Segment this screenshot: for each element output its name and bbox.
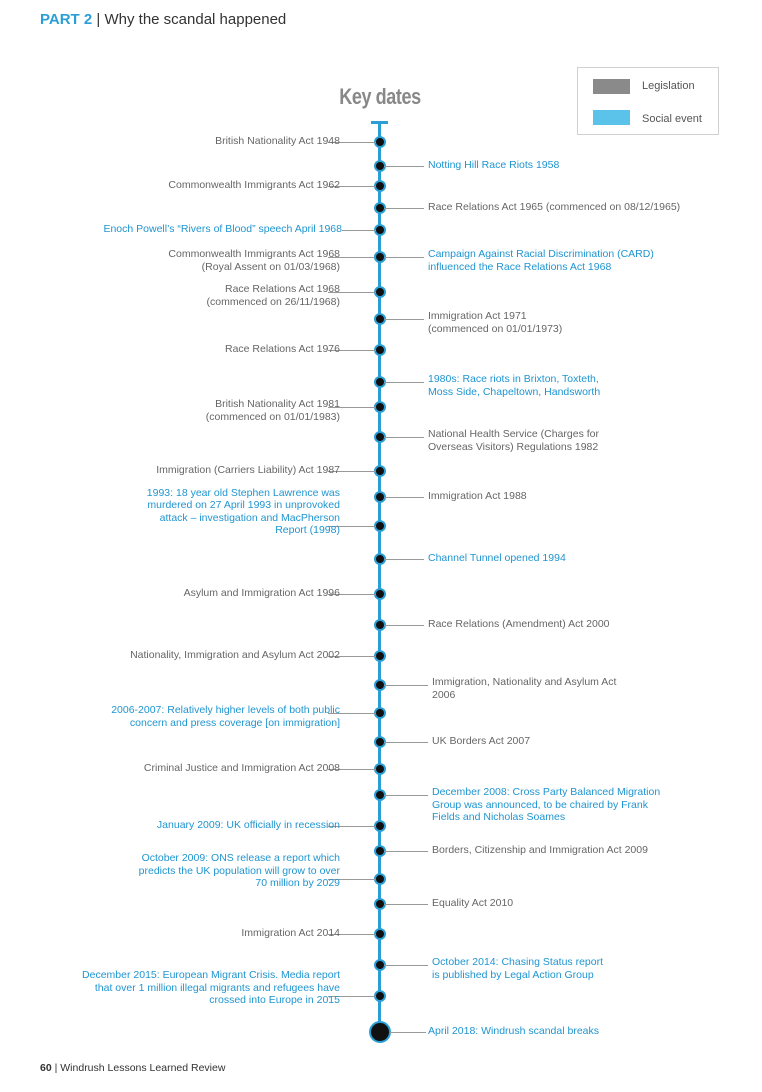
- event-text-line: Race Relations Act 1976: [225, 343, 340, 355]
- timeline-event: [428, 428, 599, 453]
- timeline-event: [428, 159, 559, 172]
- timeline-event: [428, 373, 600, 398]
- event-connector: [384, 742, 428, 743]
- timeline-event: [215, 135, 340, 148]
- page-number: 60: [40, 1062, 52, 1074]
- timeline-event: [428, 1025, 599, 1038]
- timeline-event: [103, 223, 342, 236]
- timeline-event: [168, 179, 340, 192]
- legend-swatch-legislation: [593, 79, 630, 94]
- timeline-event: [428, 201, 680, 214]
- page-footer: [40, 1062, 225, 1074]
- event-connector: [384, 437, 424, 438]
- event-text-line: Immigration Act 1971: [428, 310, 527, 322]
- event-connector: [384, 166, 424, 167]
- event-text-line: 1980s: Race riots in Brixton, Toxteth,: [428, 373, 599, 385]
- event-text-line: influenced the Race Relations Act 1968: [428, 260, 612, 273]
- event-connector: [384, 795, 428, 796]
- timeline-event: [156, 464, 340, 477]
- event-connector: [384, 257, 424, 258]
- event-text-line: that over 1 million illegal migrants and refugees have: [94, 981, 340, 994]
- event-text-line: Channel Tunnel opened 1994: [428, 552, 566, 564]
- timeline-event: [82, 969, 340, 1007]
- event-text-line: Race Relations Act 1965 (commenced on 08/12/1965): [428, 201, 681, 213]
- timeline-event: [168, 248, 340, 273]
- timeline-event: [147, 487, 340, 537]
- timeline-event: [130, 649, 340, 662]
- event-connector: [384, 382, 424, 383]
- event-text-line: Criminal Justice and Immigration Act 2008: [143, 762, 340, 774]
- event-text-line: Race Relations (Amendment) Act 2000: [428, 618, 610, 630]
- timeline-event: [139, 852, 340, 890]
- event-text-line: murdered on 27 April 1993 in unprovoked: [147, 499, 340, 511]
- legend-swatch-social-event: [593, 110, 630, 125]
- legend: [577, 67, 719, 135]
- event-connector: [384, 208, 424, 209]
- part-label: PART 2: [40, 11, 93, 28]
- event-connector: [384, 965, 428, 966]
- timeline-event: [432, 676, 616, 701]
- event-text-line: Group was announced, to be chaired by Frank: [432, 798, 648, 811]
- event-text-line: Enoch Powell’s “Rivers of Blood” speech April 1968: [103, 223, 342, 235]
- event-text-line: British Nationality Act 1981: [215, 398, 340, 410]
- event-text-line: 1993: 18 year old Stephen Lawrence was: [146, 486, 340, 499]
- event-text-line: Asylum and Immigration Act 1996: [183, 587, 340, 599]
- timeline-node: [369, 1021, 391, 1043]
- page-title: Key dates: [339, 84, 421, 109]
- event-text-line: concern and press coverage [on immigration]: [129, 716, 340, 729]
- event-text-line: 70 million by 2029: [255, 877, 340, 889]
- event-connector: [384, 559, 424, 560]
- event-text-line: Notting Hill Race Riots 1958: [428, 159, 560, 171]
- event-text-line: is published by Legal Action Group: [432, 968, 594, 981]
- event-text-line: Fields and Nicholas Soames: [432, 811, 566, 823]
- timeline-event: [207, 283, 340, 308]
- timeline-event: [111, 704, 340, 729]
- event-text-line: Report (1998): [275, 524, 340, 536]
- event-text-line: (commenced on 01/01/1973): [428, 322, 563, 335]
- event-text-line: National Health Service (Charges for: [428, 428, 599, 440]
- event-text-line: attack – investigation and MacPherson: [159, 511, 340, 524]
- page-header: [40, 11, 286, 28]
- timeline-event: [432, 844, 648, 857]
- event-text-line: Nationality, Immigration and Asylum Act 2002: [130, 649, 340, 661]
- timeline-event: [432, 897, 513, 910]
- timeline-event: [225, 343, 340, 356]
- timeline-event: [184, 587, 340, 600]
- event-text-line: January 2009: UK officially in recession: [156, 819, 340, 831]
- timeline-event: [428, 618, 610, 631]
- event-connector: [384, 497, 424, 498]
- event-text-line: predicts the UK population will grow to over: [138, 864, 340, 877]
- event-text-line: crossed into Europe in 2015: [209, 994, 340, 1006]
- event-text-line: UK Borders Act 2007: [432, 735, 531, 747]
- timeline-cap: [371, 121, 388, 124]
- event-text-line: (commenced on 26/11/1968): [206, 295, 340, 308]
- event-connector: [390, 1032, 426, 1033]
- event-text-line: Immigration Act 2014: [241, 927, 340, 939]
- timeline-event: [428, 310, 562, 335]
- event-connector: [384, 904, 428, 905]
- event-text-line: October 2009: ONS release a report which: [141, 852, 340, 864]
- event-text-line: Overseas Visitors) Regulations 1982: [428, 440, 599, 453]
- event-text-line: (commenced on 01/01/1983): [205, 410, 340, 423]
- event-text-line: Race Relations Act 1968: [225, 283, 340, 295]
- timeline-event: [432, 956, 603, 981]
- timeline-event: [428, 552, 566, 565]
- event-connector: [342, 230, 376, 231]
- event-text-line: Borders, Citizenship and Immigration Act 2009: [432, 844, 648, 856]
- event-text-line: 2006-2007: Relatively higher levels of both public: [111, 704, 340, 716]
- timeline-event: [206, 398, 340, 423]
- event-text-line: British Nationality Act 1948: [215, 135, 340, 147]
- footer-separator: |: [54, 1062, 58, 1074]
- event-connector: [384, 685, 428, 686]
- event-text-line: December 2008: Cross Party Balanced Migration: [432, 786, 661, 798]
- header-separator: |: [96, 11, 101, 28]
- event-text-line: Commonwealth Immigrants Act 1962: [168, 179, 340, 191]
- event-text-line: April 2018: Windrush scandal breaks: [428, 1025, 600, 1037]
- event-text-line: Immigration (Carriers Liability) Act 1987: [156, 464, 340, 476]
- legend-label-social-event: Social event: [642, 113, 702, 125]
- timeline-event: [157, 819, 340, 832]
- event-connector: [384, 319, 424, 320]
- event-text-line: December 2015: European Migrant Crisis. Media report: [82, 969, 340, 981]
- event-text-line: Equality Act 2010: [432, 897, 514, 909]
- timeline-event: [144, 762, 340, 775]
- event-text-line: 2006: [432, 688, 456, 701]
- timeline-event: [241, 927, 340, 940]
- timeline-event: [428, 248, 654, 273]
- timeline-event: [432, 735, 530, 748]
- event-text-line: Commonwealth Immigrants Act 1968: [168, 248, 340, 260]
- event-text-line: Immigration, Nationality and Asylum Act: [432, 676, 617, 688]
- event-text-line: Immigration Act 1988: [428, 490, 527, 502]
- event-text-line: Moss Side, Chapeltown, Handsworth: [428, 385, 601, 398]
- timeline-event: [432, 786, 660, 824]
- event-text-line: October 2014: Chasing Status report: [432, 956, 604, 968]
- event-connector: [384, 851, 428, 852]
- timeline-event: [428, 490, 527, 503]
- footer-text: Windrush Lessons Learned Review: [60, 1062, 226, 1074]
- section-title: Why the scandal happened: [104, 11, 287, 28]
- event-text-line: Campaign Against Racial Discrimination (CARD): [428, 248, 654, 260]
- event-text-line: (Royal Assent on 01/03/1968): [201, 260, 340, 273]
- legend-label-legislation: Legislation: [642, 80, 695, 92]
- event-connector: [384, 625, 424, 626]
